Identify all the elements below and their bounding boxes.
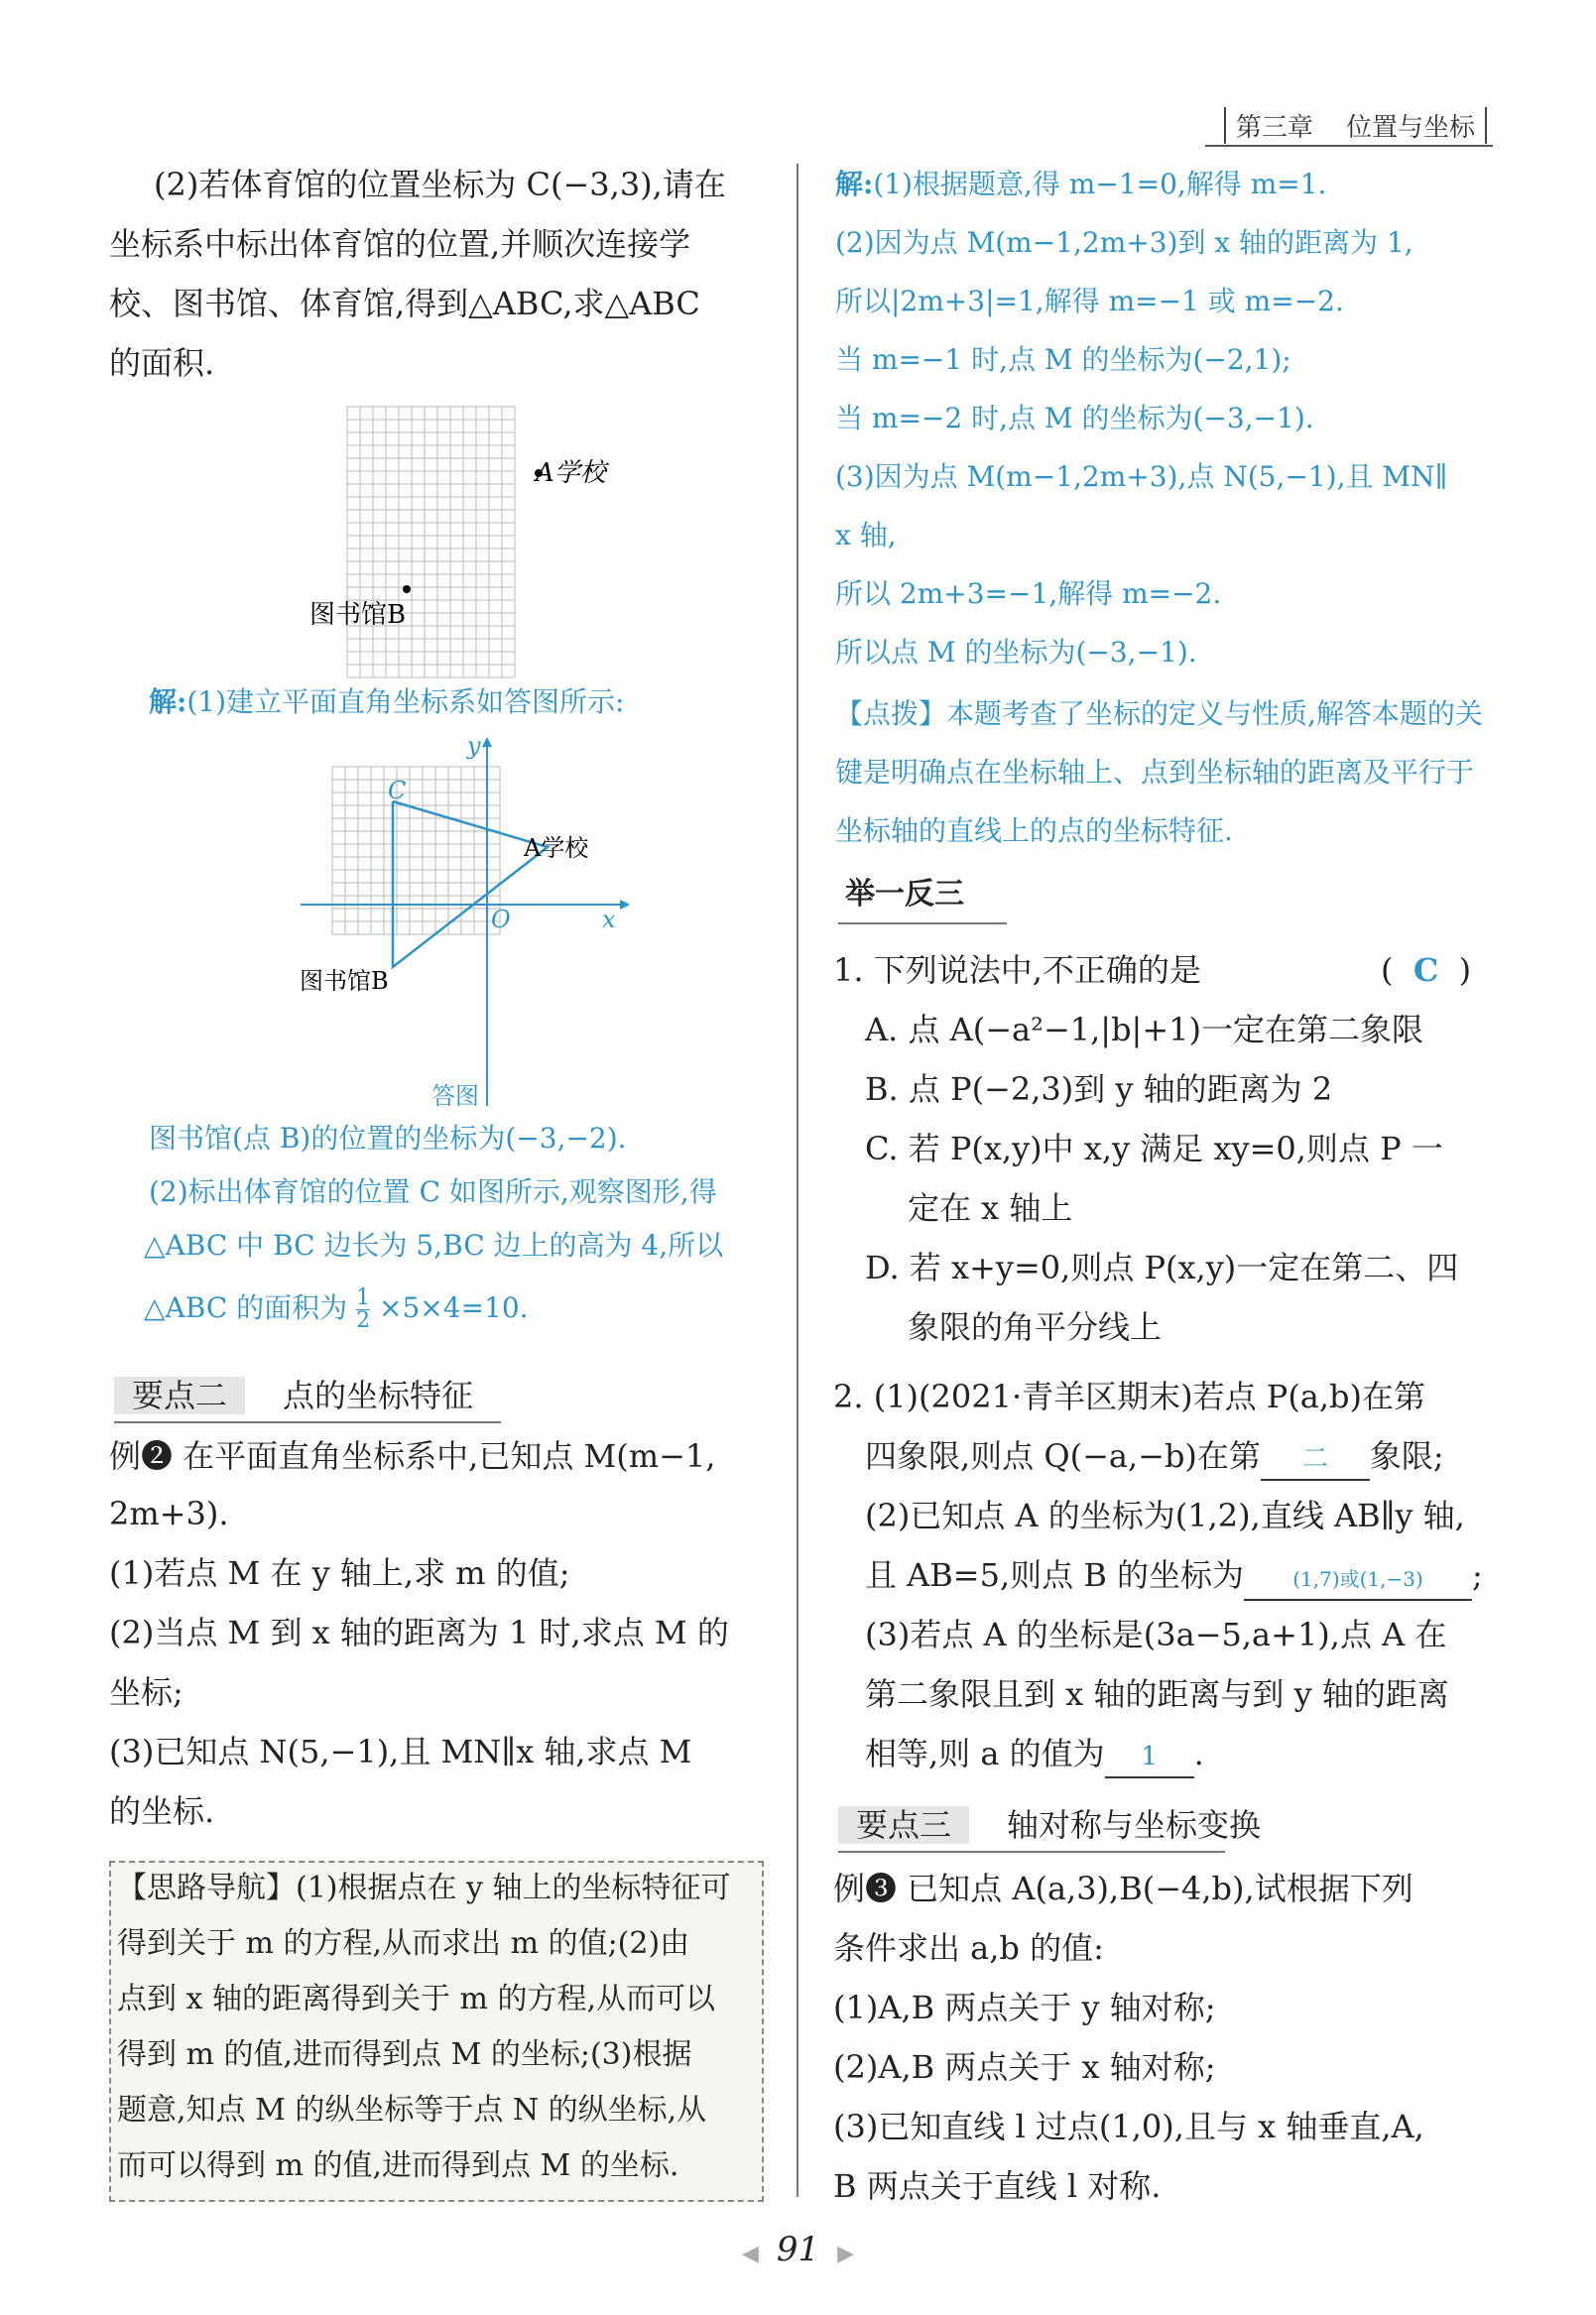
q2-text: 四象限,则点 Q(−a,−b)在第 — [865, 1437, 1261, 1475]
label-a-school: A学校 — [536, 458, 606, 488]
guide-line: 得到 m 的值,进而得到点 M 的坐标;(3)根据 — [117, 2037, 692, 2072]
solution-line: 图书馆(点 B)的位置的坐标为(−3,−2). — [149, 1122, 627, 1155]
guide-line: 而可以得到 m 的值,进而得到点 M 的坐标. — [117, 2148, 679, 2183]
label-a-school: A学校 — [524, 834, 589, 862]
q2-line: 第二象限且到 x 轴的距离与到 y 轴的距离 — [865, 1675, 1449, 1713]
q1-option: D. 若 x+y=0,则点 P(x,y)一定在第二、四 — [865, 1249, 1459, 1286]
tip-line: 【点拨】本题考查了坐标的定义与性质,解答本题的关 — [835, 697, 1483, 730]
chapter-header — [1224, 107, 1487, 144]
q2-text: 相等,则 a 的值为 — [865, 1735, 1105, 1772]
section-tag: 要点二 — [114, 1377, 245, 1414]
point-b — [403, 585, 411, 593]
solution-line: 所以点 M 的坐标为(−3,−1). — [835, 636, 1197, 669]
figure-caption: 答图 — [431, 1082, 479, 1110]
fraction-numerator: 1 — [356, 1285, 371, 1310]
section-tag: 要点三 — [838, 1806, 969, 1844]
solution-text: (1)建立平面直角坐标系如答图所示: — [186, 685, 625, 718]
area-prefix: △ABC 的面积为 — [144, 1291, 348, 1324]
label-origin: O — [491, 906, 511, 933]
q2-line — [865, 1436, 1444, 1481]
label-b-library: 图书馆B — [309, 600, 407, 630]
guide-line: 点到 x 轴的距离得到关于 m 的方程,从而可以 — [117, 1982, 716, 2016]
q1-option: C. 若 P(x,y)中 x,y 满足 xy=0,则点 P 一 — [865, 1130, 1443, 1167]
q2-line: 坐标系中标出体育馆的位置,并顺次连接学 — [109, 225, 691, 263]
triangle-right-icon: ▶ — [837, 2242, 855, 2266]
example-line: (1)若点 M 在 y 轴上,求 m 的值; — [109, 1554, 570, 1592]
example-line: 坐标; — [109, 1673, 184, 1711]
q1-option: 定在 x 轴上 — [908, 1189, 1073, 1227]
q1-stem: 1. 下列说法中,不正确的是 — [833, 951, 1201, 989]
solution-line: (2)标出体育馆的位置 C 如图所示,观察图形,得 — [149, 1175, 717, 1208]
practice-underline — [838, 922, 1007, 924]
q2-line: 2. (1)(2021·青羊区期末)若点 P(a,b)在第 — [833, 1378, 1426, 1415]
guide-line: 得到关于 m 的方程,从而求出 m 的值;(2)由 — [117, 1926, 690, 1961]
q2-answer-blank: 1 — [1105, 1737, 1194, 1778]
section-two-header — [114, 1374, 473, 1417]
guide-line: 题意,知点 M 的纵坐标等于点 N 的纵坐标,从 — [117, 2093, 707, 2128]
label-b-library: 图书馆B — [300, 967, 389, 995]
solution-label: 解: — [835, 168, 874, 200]
solution-line: (2)因为点 M(m−1,2m+3)到 x 轴的距离为 1, — [835, 226, 1413, 259]
example-line: (3)已知直线 l 过点(1,0),且与 x 轴垂直,A, — [833, 2108, 1424, 2145]
q1-answer-bracket: ( C ) — [1381, 951, 1472, 989]
q2-line — [865, 1555, 1483, 1601]
grid-figure — [298, 397, 714, 684]
chapter-label: 第三章 — [1235, 113, 1313, 143]
page-number-footer — [0, 2230, 1596, 2269]
example-line: (1)A,B 两点关于 y 轴对称; — [833, 1989, 1216, 2026]
x-axis-arrow-icon — [620, 900, 630, 910]
solution-line — [835, 165, 1326, 204]
q1-option: B. 点 P(−2,3)到 y 轴的距离为 2 — [865, 1070, 1333, 1108]
q2-line: (2)已知点 A 的坐标为(1,2),直线 AB∥y 轴, — [865, 1497, 1465, 1534]
solution-text: (1)根据题意,得 m−1=0,解得 m=1. — [873, 168, 1327, 200]
q2-text: . — [1193, 1735, 1204, 1772]
guide-line: 【思路导航】(1)根据点在 y 轴上的坐标特征可 — [117, 1871, 731, 1905]
solution-line: 所以|2m+3|=1,解得 m=−1 或 m=−2. — [835, 285, 1344, 317]
tip-line: 坐标轴的直线上的点的坐标特征. — [835, 814, 1233, 847]
section-title: 轴对称与坐标变换 — [1007, 1806, 1262, 1844]
label-y: y — [467, 732, 481, 760]
solution-line: (3)因为点 M(m−1,2m+3),点 N(5,−1),且 MN∥ — [835, 460, 1448, 493]
section-three-header — [838, 1803, 1261, 1847]
example-line: 例❷ 在平面直角坐标系中,已知点 M(m−1, — [109, 1437, 716, 1475]
q1-option: 象限的角平分线上 — [908, 1308, 1163, 1346]
example-line: 2m+3). — [109, 1495, 229, 1532]
section-title: 点的坐标特征 — [283, 1377, 474, 1414]
answer-figure — [293, 729, 640, 1146]
example-line: (2)A,B 两点关于 x 轴对称; — [833, 2048, 1216, 2086]
q2-line: (2)若体育馆的位置坐标为 C(−3,3),请在 — [154, 166, 726, 203]
fraction-denominator: 2 — [356, 1308, 371, 1333]
triangle-left-icon: ◀ — [741, 2242, 759, 2266]
solution-line: △ABC 中 BC 边长为 5,BC 边上的高为 4,所以 — [144, 1229, 724, 1262]
q2-line: (3)若点 A 的坐标是(3a−5,a+1),点 A 在 — [865, 1616, 1447, 1653]
solution-area-line — [144, 1287, 529, 1332]
label-x: x — [602, 906, 616, 933]
q2-answer-blank: 二 — [1261, 1439, 1370, 1481]
area-suffix: ×5×4=10. — [379, 1291, 529, 1324]
solution-line: 所以 2m+3=−1,解得 m=−2. — [835, 577, 1222, 610]
solution-label: 解: — [149, 685, 187, 718]
label-c: C — [388, 777, 407, 804]
example-line: (2)当点 M 到 x 轴的距离为 1 时,求点 M 的 — [109, 1614, 729, 1651]
fraction-half — [356, 1287, 370, 1332]
page-number: 91 — [776, 2230, 820, 2269]
example-line: 条件求出 a,b 的值: — [833, 1929, 1104, 1967]
solution-line: 当 m=−2 时,点 M 的坐标为(−3,−1). — [835, 402, 1314, 434]
q2-line: 校、图书馆、体育馆,得到△ABC,求△ABC — [109, 285, 700, 322]
practice-title: 举一反三 — [845, 877, 964, 912]
q2-text: 象限; — [1369, 1437, 1444, 1475]
solution-intro — [149, 682, 624, 722]
q1-answer: C — [1412, 951, 1439, 989]
example-line: B 两点关于直线 l 对称. — [833, 2167, 1162, 2205]
y-axis-arrow-icon — [482, 737, 492, 747]
q2-text: ; — [1472, 1556, 1483, 1594]
chapter-title: 位置与坐标 — [1345, 113, 1475, 143]
q2-line — [865, 1734, 1204, 1778]
q2-answer-blank: (1,7)或(1,−3) — [1244, 1559, 1472, 1601]
q2-text: 且 AB=5,则点 B 的坐标为 — [865, 1556, 1245, 1594]
tip-line: 键是明确点在坐标轴上、点到坐标轴的距离及平行于 — [835, 756, 1475, 789]
q1-option: A. 点 A(−a²−1,|b|+1)一定在第二象限 — [865, 1011, 1423, 1048]
solution-line: 当 m=−1 时,点 M 的坐标为(−2,1); — [835, 343, 1291, 376]
example-line: 例❸ 已知点 A(a,3),B(−4,b),试根据下列 — [833, 1870, 1413, 1907]
example-line: 的坐标. — [109, 1792, 215, 1830]
header-rule — [1205, 145, 1493, 147]
example-line: (3)已知点 N(5,−1),且 MN∥x 轴,求点 M — [109, 1733, 692, 1770]
solution-line: x 轴, — [835, 519, 897, 551]
triangle-abc — [393, 801, 548, 967]
q2-line: 的面积. — [109, 344, 215, 382]
column-divider — [797, 164, 798, 2197]
